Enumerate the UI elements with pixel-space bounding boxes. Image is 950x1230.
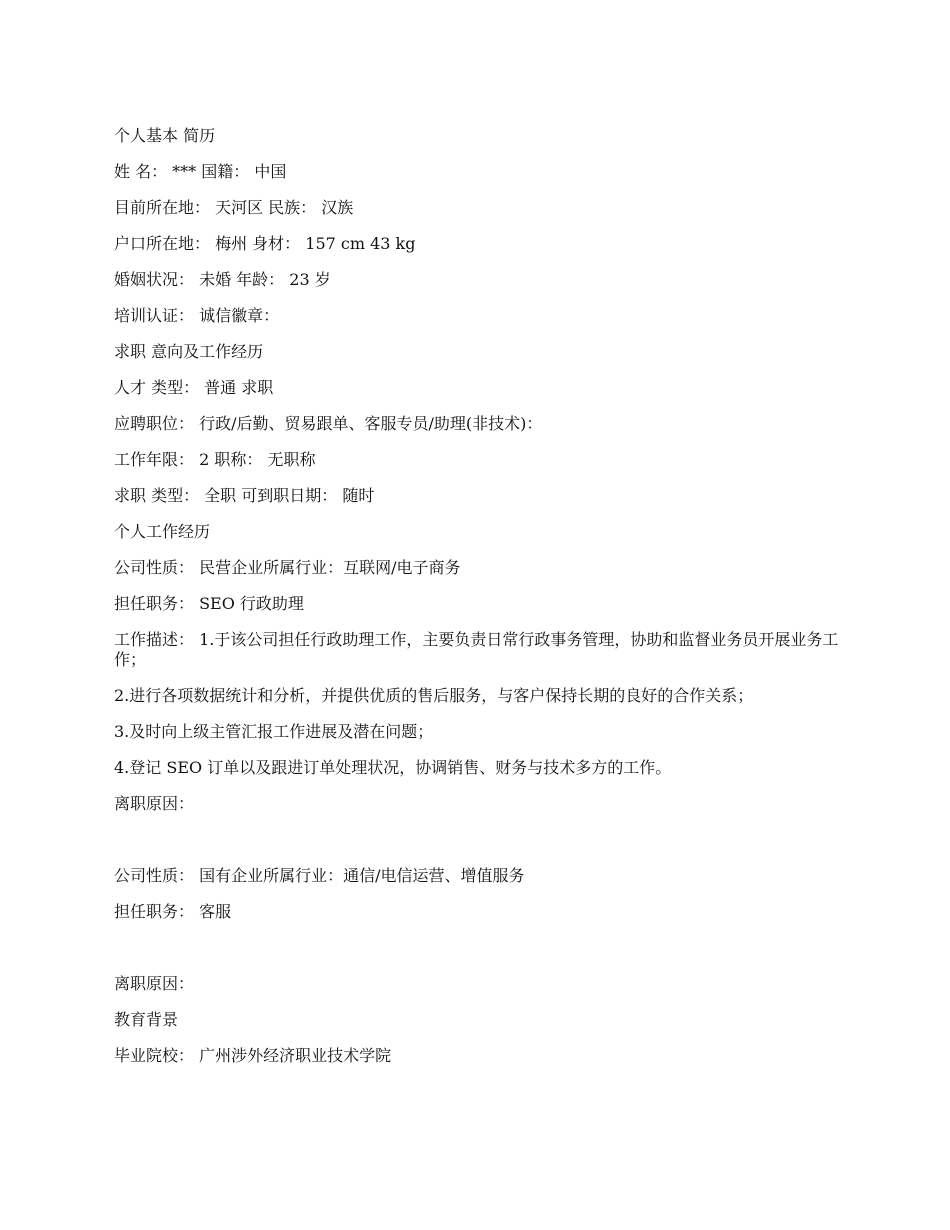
company-nature-line-1: 公司性质： 民营企业所属行业：互联网/电子商务	[114, 558, 461, 577]
marital-age-line: 婚姻状况： 未婚 年龄： 23 岁	[114, 270, 331, 289]
work-description-line-3: 3.及时向上级主管汇报工作进展及潜在问题；	[114, 722, 434, 741]
education-heading: 教育背景	[114, 1010, 179, 1029]
position-line-2: 担任职务： 客服	[114, 902, 232, 921]
work-description-line-4: 4.登记 SEO 订单以及跟进订单处理状况，协调销售、财务与技术多方的工作。	[114, 758, 672, 777]
school-line: 毕业院校： 广州涉外经济职业技术学院	[114, 1046, 392, 1065]
blank-gap-1	[114, 830, 844, 866]
job-type-line: 求职 类型： 全职 可到职日期： 随时	[114, 486, 375, 505]
company-nature-line-2: 公司性质： 国有企业所属行业：通信/电信运营、增值服务	[114, 866, 525, 885]
job-intent-heading: 求职 意向及工作经历	[114, 342, 264, 361]
resume-content	[114, 126, 844, 1082]
leave-reason-line-1: 离职原因：	[114, 794, 195, 813]
certification-line: 培训认证： 诚信徽章：	[114, 306, 280, 325]
work-description-line-1: 工作描述： 1.于该公司担任行政助理工作，主要负责日常行政事务管理，协助和监督业务员开展业务工作；	[114, 630, 839, 669]
blank-gap-2	[114, 938, 844, 974]
talent-type-line: 人才 类型： 普通 求职	[114, 378, 274, 397]
resume-title: 个人基本 简历	[114, 126, 216, 145]
leave-reason-line-2: 离职原因：	[114, 974, 195, 993]
work-description-line-2: 2.进行各项数据统计和分析，并提供优质的售后服务，与客户保持长期的良好的合作关系；	[114, 686, 754, 705]
years-title-line: 工作年限： 2 职称： 无职称	[114, 450, 316, 469]
name-nationality-line: 姓 名： *** 国籍： 中国	[114, 162, 287, 181]
applied-position-line: 应聘职位： 行政/后勤、贸易跟单、客服专员/助理(非技术)：	[114, 414, 543, 433]
position-line-1: 担任职务： SEO 行政助理	[114, 594, 304, 613]
location-ethnicity-line: 目前所在地： 天河区 民族： 汉族	[114, 198, 354, 217]
hukou-body-line: 户口所在地： 梅州 身材： 157 cm 43 kg	[114, 234, 416, 253]
work-experience-heading: 个人工作经历	[114, 522, 211, 541]
